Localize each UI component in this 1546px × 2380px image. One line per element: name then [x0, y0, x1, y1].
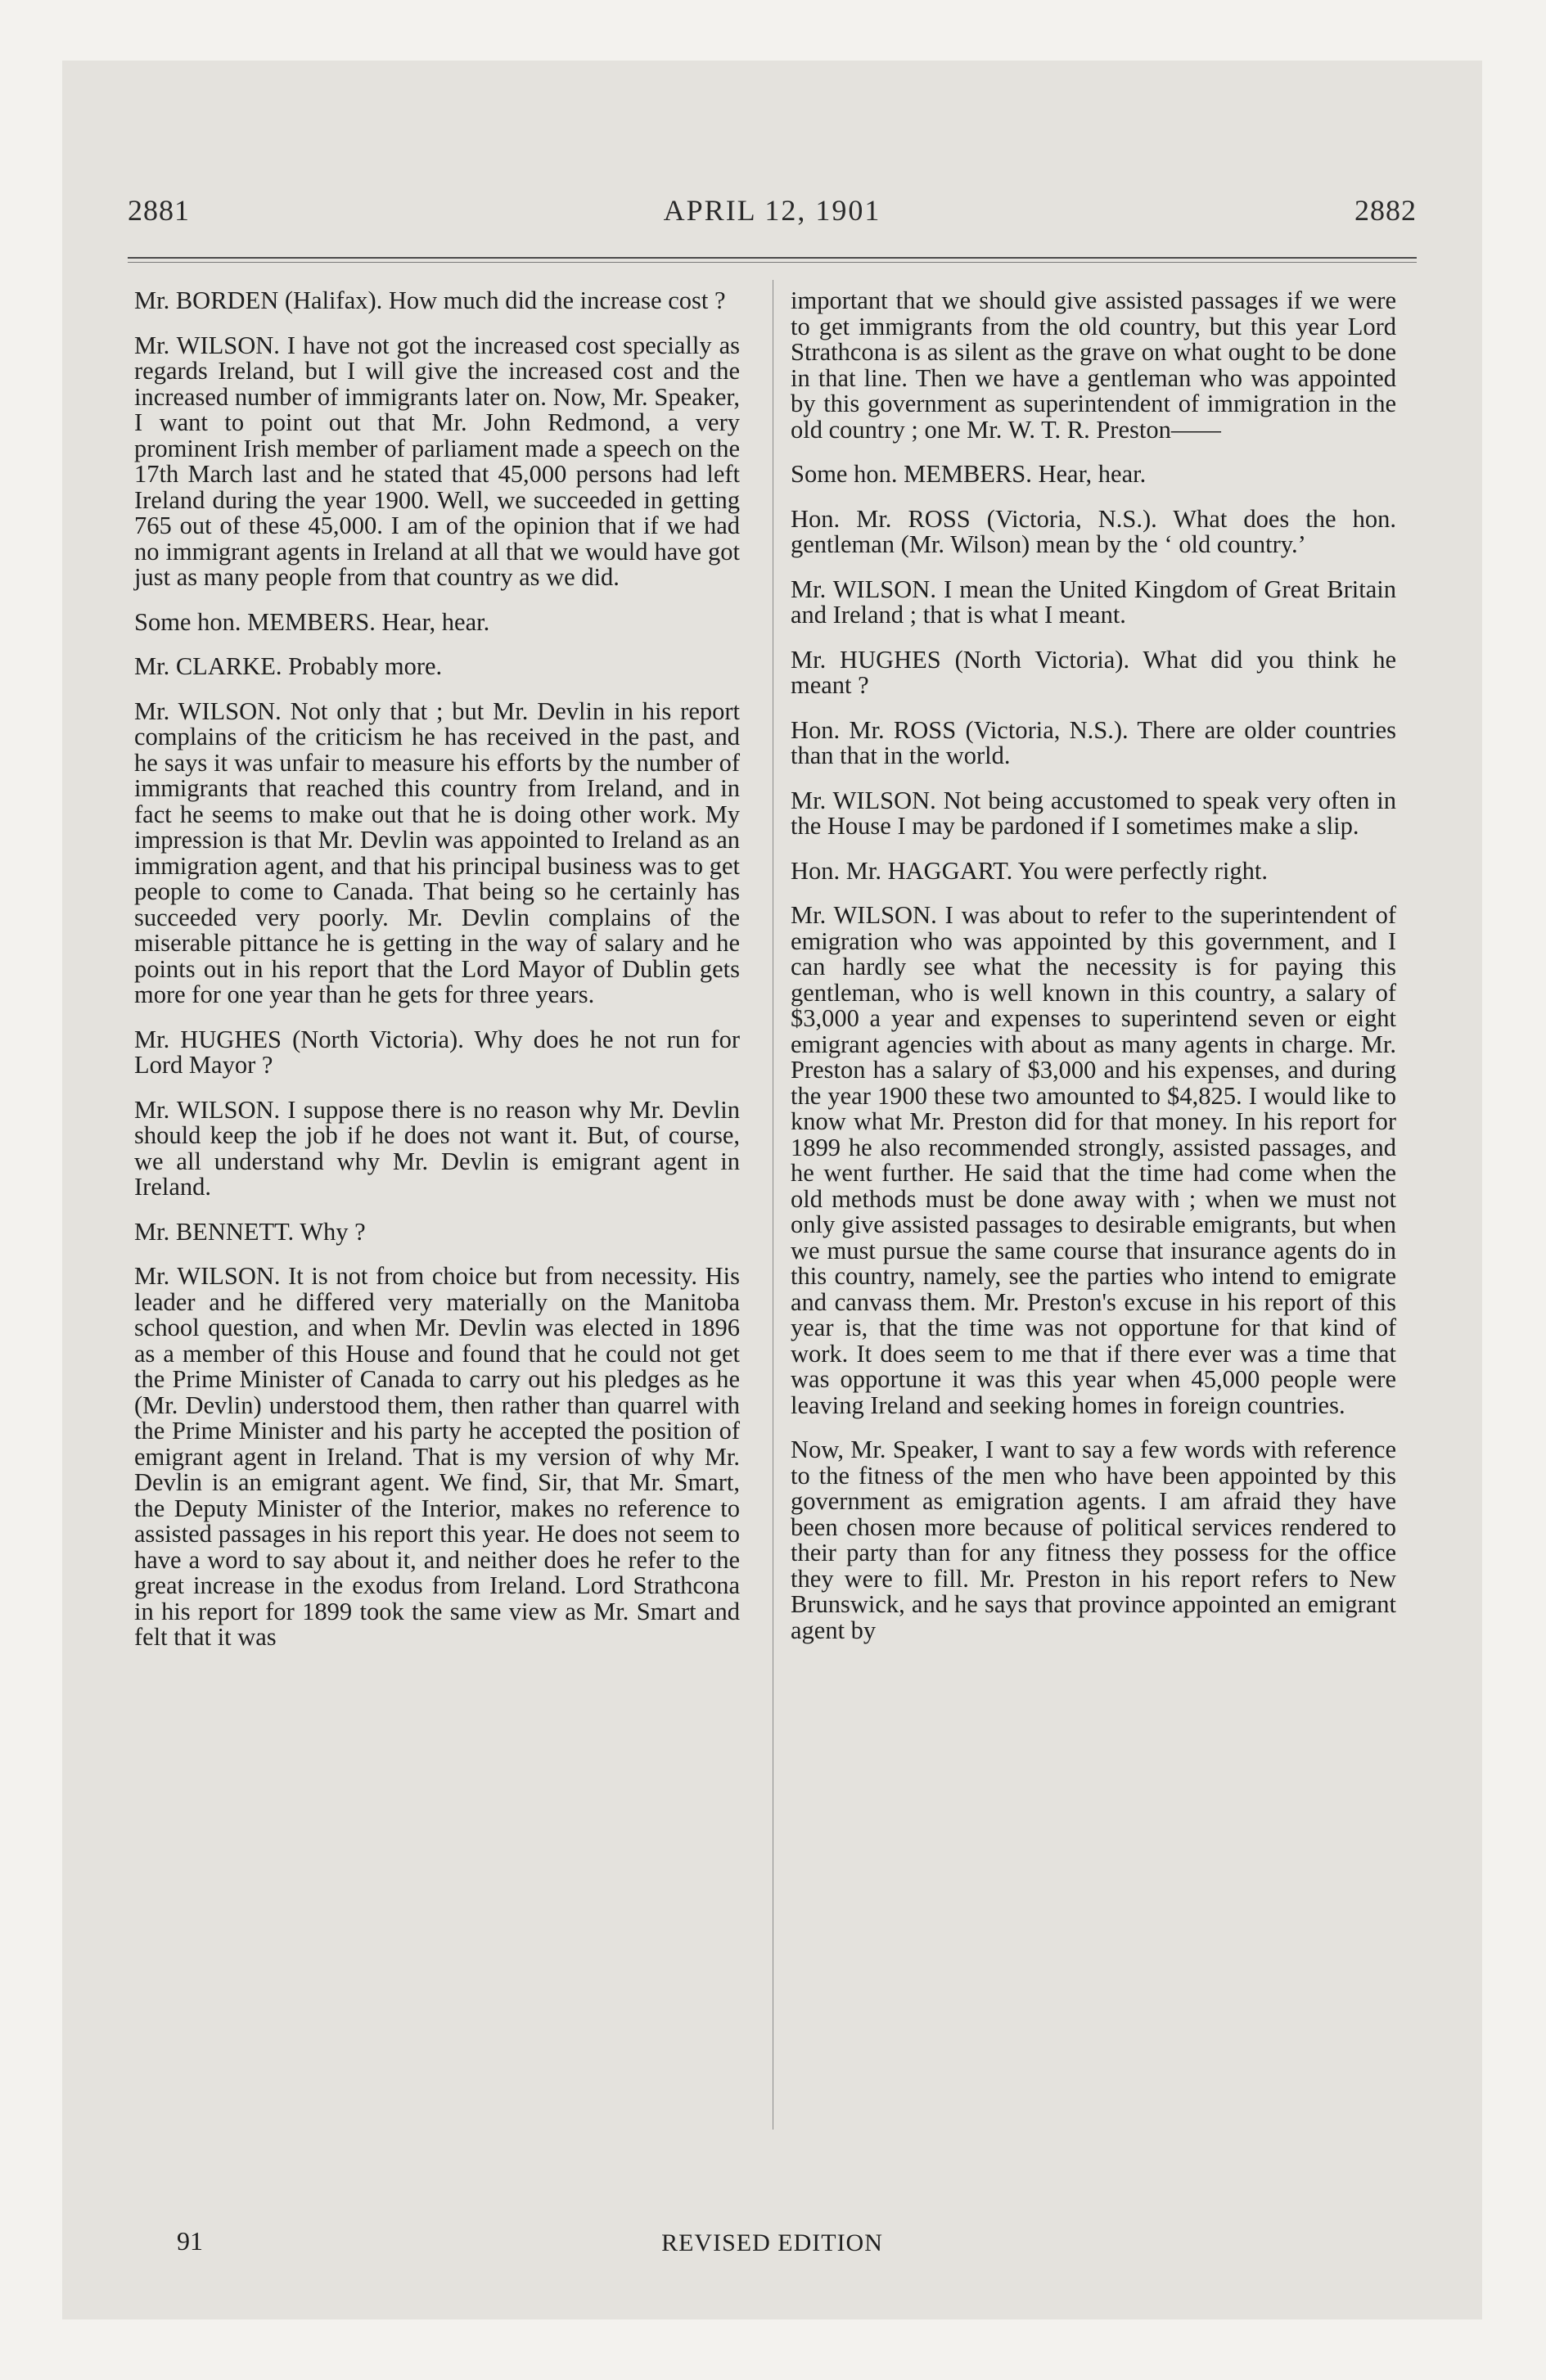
paragraph: Hon. Mr. HAGGART. You were perfectly right.: [791, 856, 1268, 885]
paragraph: important that we should give assisted passages if we were to get immigrants from the old country, but this year Lord Strathcona is as silent as the grave on what ought to be done in that line. Then we have a gentleman who was appointed by this government as superintendent of immigration in the old country ; one Mr. W. T. R. Preston——: [791, 286, 1396, 444]
paragraph: Mr. HUGHES (North Victoria). What did you think he meant ?: [791, 645, 1396, 699]
paragraph: Hon. Mr. ROSS (Victoria, N.S.). There are older countries than that in the world.: [791, 715, 1396, 769]
paragraph: Mr. HUGHES (North Victoria). Why does he not run for Lord Mayor ?: [134, 1025, 740, 1079]
paragraph: Mr. WILSON. I have not got the increased cost specially as regards Ireland, but I will give the increased cost and the increased number of immigrants later on. Now, Mr. Speaker, I want to point out that Mr. John Redmond, a very prominent Irish member of parliament made a speech on the 17th March last and he stated that 45,000 persons had left Ireland during the year 1900. Well, we succeeded in getting 765 out of these 45,000. I am of the opinion that if we had no immigrant agents in Ireland at all that we would have got just as many people from that country as we did.: [134, 331, 740, 591]
edition-label: REVISED EDITION: [661, 2229, 883, 2256]
paragraph: Mr. WILSON. I suppose there is no reason why Mr. Devlin should keep the job if he does not want it. But, of course, we all understand why Mr. Devlin is emigrant agent in Ireland.: [134, 1095, 740, 1201]
paragraph: Mr. WILSON. I mean the United Kingdom of Great Britain and Ireland ; that is what I meant.: [791, 575, 1396, 629]
paragraph: Some hon. MEMBERS. Hear, hear.: [134, 607, 490, 636]
page-date: APRIL 12, 1901: [663, 194, 881, 227]
hansard-page: [62, 61, 1482, 2319]
header-rule: [128, 257, 1417, 259]
paragraph: Mr. BORDEN (Halifax). How much did the increase cost ?: [134, 286, 726, 314]
header-rule-thin: [128, 262, 1417, 263]
paragraph: Mr. WILSON. Not only that ; but Mr. Devlin in his report complains of the criticism he has received in the past, and he says it was unfair to measure his efforts by the number of immigrants that reached this country from Ireland, and in fact he seems to make out that he is doing other work. My impression is that Mr. Devlin was appointed to Ireland as an immigration agent, and that his principal business was to get people to come to Canada. That being so he certainly has succeeded very poorly. Mr. Devlin complains of the miserable pittance he is getting in the way of salary and he points out in his report that the Lord Mayor of Dublin gets more for one year than he gets for three years.: [134, 696, 740, 1008]
paragraph: Mr. WILSON. Not being accustomed to speak very often in the House I may be pardoned if I sometimes make a slip.: [791, 786, 1396, 840]
paragraph: Mr. BENNETT. Why ?: [134, 1217, 366, 1246]
right-page-number: 2882: [1354, 194, 1417, 227]
paragraph: Mr. WILSON. I was about to refer to the superintendent of emigration who was appointed by this government, and I can hardly see what the necessity is for paying this gentleman, who is well known in this country, a salary of $3,000 a year and expenses to superintend seven or eight emigrant agencies with about as many agents in charge. Mr. Preston has a salary of $3,000 and his expenses, and during the year 1900 these two amounted to $4,825. I would like to know what Mr. Preston did for that money. In his report for 1899 he also recommended strongly, assisted passages, and he went further. He said that the time had come when the old methods must be done away with ; when we must not only give assisted passages to desirable emigrants, but when we must pursue the same course that insurance agents do in this country, namely, see the parties who intend to emigrate and canvass them. Mr. Preston's excuse in his report of this year is, that the time was not opportune for that kind of work. It does seem to me that if there ever was a time that was opportune it was this year when 45,000 people were leaving Ireland and seeking homes in foreign countries.: [791, 901, 1396, 1419]
paragraph: Some hon. MEMBERS. Hear, hear.: [791, 460, 1147, 488]
right-column: [791, 288, 1396, 1662]
signature-number: 91: [177, 2226, 203, 2256]
left-page-number: 2881: [128, 194, 190, 227]
paragraph: Mr. WILSON. It is not from choice but from necessity. His leader and he differed very materially on the Manitoba school question, and when Mr. Devlin was elected in 1896 as a member of this House and found that he could not get the Prime Minister of Canada to carry out his pledges as he (Mr. Devlin) understood them, then rather than quarrel with the Prime Minister and his party he accepted the position of emigrant agent in Ireland. That is my version of why Mr. Devlin is an emigrant agent. We find, Sir, that Mr. Smart, the Deputy Minister of the Interior, makes no reference to assisted passages in his report this year. He does not seem to have a word to say about it, and neither does he refer to the great increase in the exodus from Ireland. Lord Strathcona in his report for 1899 took the same view as Mr. Smart and felt that it was: [134, 1262, 740, 1651]
paragraph: Now, Mr. Speaker, I want to say a few words with reference to the fitness of the men who have been appointed by this government as emigration agents. I am afraid they have been chosen more because of political services rendered to their party than for any fitness they possess for the office they were to fill. Mr. Preston in his report refers to New Brunswick, and he says that province appointed an emigrant agent by: [791, 1436, 1396, 1644]
paragraph: Hon. Mr. ROSS (Victoria, N.S.). What does the hon. gentleman (Mr. Wilson) mean by the ‘ old country.’: [791, 504, 1396, 558]
paragraph: Mr. CLARKE. Probably more.: [134, 652, 443, 680]
left-column: [134, 288, 740, 1670]
